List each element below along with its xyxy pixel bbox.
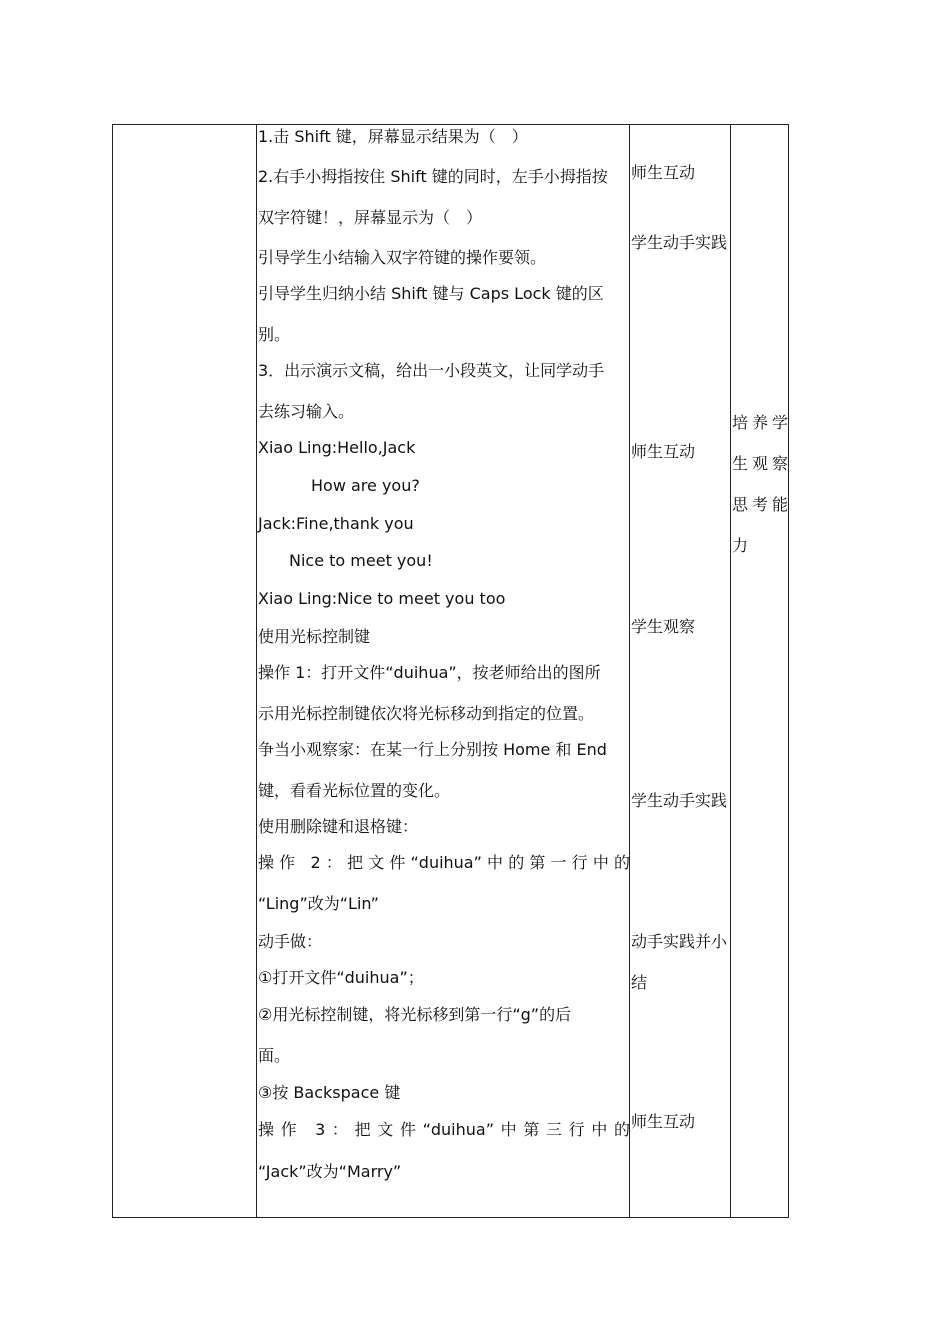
purpose-line: 生观察 bbox=[732, 454, 788, 473]
content-line: 操作 1：打开文件“duihua”，按老师给出的图所 bbox=[258, 663, 601, 682]
content-line: 别。 bbox=[258, 325, 291, 344]
activity-label: 学生动手实践 bbox=[631, 791, 728, 810]
content-line: 引导学生归纳小结 Shift 键与 Caps Lock 键的区 bbox=[258, 284, 604, 303]
purpose-line: 培养学 bbox=[732, 413, 788, 432]
content-line: ②用光标控制键，将光标移到第一行“g”的后 bbox=[258, 1005, 572, 1024]
content-line: 键，看看光标位置的变化。 bbox=[258, 781, 451, 800]
content-line: 操作 3：把文件“duihua”中第三行中的 bbox=[258, 1120, 630, 1139]
activity-label: 师生互动 bbox=[631, 442, 696, 461]
content-line: 使用删除键和退格键： bbox=[258, 817, 419, 836]
purpose-column bbox=[732, 402, 788, 566]
content-line: ③按 Backspace 键 bbox=[258, 1083, 401, 1102]
dialogue-line: Xiao Ling:Nice to meet you too bbox=[258, 589, 506, 608]
dialogue-line: Nice to meet you! bbox=[289, 551, 433, 570]
dialogue-line: Xiao Ling:Hello,Jack bbox=[258, 438, 416, 457]
content-line: 双字符键！，屏幕显示为（ ） bbox=[258, 208, 483, 227]
activity-label: 师生互动 bbox=[631, 1112, 696, 1131]
table-right-border bbox=[788, 124, 789, 1218]
content-line: 面。 bbox=[258, 1046, 291, 1065]
content-line: “Jack”改为“Marry” bbox=[258, 1162, 402, 1181]
purpose-line: 力 bbox=[732, 536, 749, 555]
content-line: 去练习输入。 bbox=[258, 402, 355, 421]
column-divider-1 bbox=[256, 124, 257, 1218]
activity-label: 动手实践并小 bbox=[631, 932, 728, 951]
content-line: “Ling”改为“Lin” bbox=[258, 894, 379, 913]
activity-label: 学生观察 bbox=[631, 617, 696, 636]
dialogue-line: Jack:Fine,thank you bbox=[258, 514, 414, 533]
content-line: 3．出示演示文稿，给出一小段英文，让同学动手 bbox=[258, 361, 605, 380]
activity-label: 学生动手实践 bbox=[631, 233, 728, 252]
activity-label: 师生互动 bbox=[631, 163, 696, 182]
table-left-border bbox=[112, 124, 113, 1218]
activity-label: 结 bbox=[631, 973, 648, 992]
column-divider-3 bbox=[730, 124, 731, 1218]
content-line: 示用光标控制键依次将光标移动到指定的位置。 bbox=[258, 704, 595, 723]
content-line: ①打开文件“duihua”； bbox=[258, 968, 424, 987]
content-line: 使用光标控制键 bbox=[258, 627, 371, 646]
content-line: 争当小观察家：在某一行上分别按 Home 和 End bbox=[258, 740, 607, 759]
content-line: 操作 2：把文件“duihua”中的第一行中的 bbox=[258, 853, 630, 872]
dialogue-line: How are you? bbox=[311, 476, 420, 495]
content-line: 动手做： bbox=[258, 932, 323, 951]
content-line: 1.击 Shift 键，屏幕显示结果为（ ） bbox=[258, 127, 528, 146]
content-line: 2.右手小拇指按住 Shift 键的同时，左手小拇指按 bbox=[258, 167, 608, 186]
content-line: 引导学生小结输入双字符键的操作要领。 bbox=[258, 248, 547, 267]
table-bottom-border bbox=[112, 1217, 789, 1218]
column-divider-2 bbox=[629, 124, 630, 1218]
table-top-border bbox=[112, 124, 789, 125]
purpose-line: 思考能 bbox=[732, 495, 788, 514]
